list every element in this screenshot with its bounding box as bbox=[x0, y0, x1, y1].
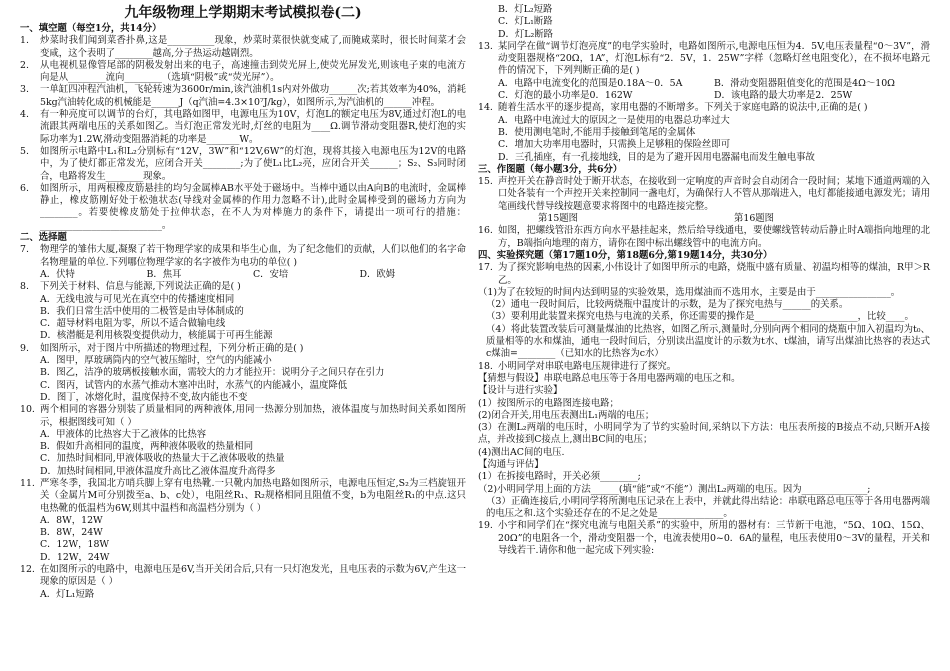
option: B．滑动变阻器阻值变化的范围是4Ω～10Ω bbox=[714, 77, 895, 89]
question-18-step-2: (2)闭合开关,用电压表测出L₁两端的电压； bbox=[478, 409, 655, 421]
option: A．电路中电流过大的原因之一是使用的电器总功率过大 bbox=[498, 114, 730, 126]
question-5: 5. 如图所示电路中L₁和L₂分别标有“12V，3W”和“12V,6W”的灯泡，现将其接入电源电压为12V的电路中，为了使灯都正常发光，应闭合开关________;为了使L₁比L₂亮，应闭合开关______；S₂、S₃同时闭合，电路将发生________现象。 bbox=[20, 145, 466, 182]
question-18-step-3: (3）在测L₂两端的电压时，小明同学为了节约实验时间,采纳以下方法：电压表所接的B接点不动,只断开A接点，并改接到C接点上,测出BC间的电压； bbox=[478, 422, 930, 446]
figure-caption-16: 第16题图 bbox=[734, 213, 775, 225]
section-drawing-heading: 三、作图题（每小题3分，共6分） bbox=[478, 163, 623, 175]
question-3: 3. 一单缸四冲程汽油机，飞轮转速为3600r/min,该汽油机1s内对外做功______次;若其效率为40%，消耗5kg汽油转化成的机械能是______J（q汽油=4.3×10⁷J/kg），如图所示,为汽油机的______冲程。 bbox=[20, 84, 466, 108]
question-12: 12. 在如图所示的电路中，电源电压是6V,当开关闭合后,只有一只灯泡发光，且电压表的示数为6V,产生这一现象的原因是（ ） bbox=[20, 564, 466, 588]
section-choice-heading: 二、选择题 bbox=[20, 232, 67, 244]
question-11: 11. 严寒冬季，我国北方哨兵脚上穿有电热靴.一只靴内加热电路如图所示，电源电压恒定,S₂为三档旋钮开关（金属片M可分别拨至a、b、c处），电阻丝R₁、R₂规格相同且阻值不变，b为电阻丝R₁的中点.这只电热靴的低温档为6W,则其中温档和高温档分别为（ ） bbox=[20, 477, 466, 514]
question-15: 15. 声控开关在静音时处于断开状态，在接收到一定响度的声音时会自动闭合一段时间；某地下通道两端的入口处各装有一个声控开关来控制同一盏电灯，为确保行人不管从那端进入，电灯都能接通电源发光；请用笔画线代替导线按题意要求将图中的电路连接完整。 bbox=[478, 176, 930, 212]
question-17-part-4: （4）将此装置改装后可测量煤油的比热容，如图乙所示,测量时,分别向两个相同的烧瓶中加入初温均为t₀、质量相等的水和煤油，通电一段时间后，分别读出温度计的示数为t水、t煤油，请写出煤油比热容的表达式c煤油=________（已知水的比热容为c水） bbox=[486, 323, 930, 360]
question-10: 10. 两个相同的容器分别装了质量相同的两种液体,用同一热源分别加热，液体温度与加热时间关系如图所示，根据图线可知（ ） bbox=[20, 404, 466, 428]
question-18-eval-1: (1）在拆接电路时，开关必须________; bbox=[478, 471, 641, 483]
option: C．灯L₁断路 bbox=[498, 16, 553, 28]
question-7-options bbox=[20, 269, 466, 281]
left-column bbox=[20, 4, 466, 601]
question-13-options-ab bbox=[478, 78, 930, 90]
option: C．加热时间相同,甲液体吸收的热量大于乙液体吸收的热量 bbox=[40, 453, 285, 465]
option: D．核潜艇是利用核裂变提供动力，核能属于可再生能源 bbox=[40, 330, 273, 342]
question-18-step-4: (4)测出AC间的电压. bbox=[478, 446, 565, 458]
option: B．我们日常生活中使用的二极管是由导体制成的 bbox=[40, 305, 244, 317]
question-18: 18. 小明同学对串联电路电压规律进行了探究。 bbox=[478, 360, 677, 372]
option: D．灯L₂断路 bbox=[498, 28, 554, 40]
section-fill-blank-heading: 一、填空题（每空1分，共14分） bbox=[20, 23, 162, 34]
question-17-part-3: （3）要利用此装置来探究电热与电流的关系，你还需要的操作是______________________，比较____。 bbox=[486, 311, 914, 323]
option: C．安培 bbox=[253, 268, 289, 280]
question-8: 8. 下列关于材料、信息与能源,下列说法正确的是( ) bbox=[20, 281, 241, 293]
option: C．图丙，试管内的水蒸气推动木塞冲出时，水蒸气的内能减小，温度降低 bbox=[40, 379, 348, 391]
question-9: 9. 如图所示，对于图片中所描述的物理过程，下列分析正确的是( ) bbox=[20, 342, 304, 354]
option: D．加热时间相同,甲液体温度升高比乙液体温度升高得多 bbox=[40, 465, 276, 477]
question-18-step-1: (1）按图所示的电路图连接电路； bbox=[478, 397, 619, 409]
option: B．图乙，洁净的玻璃板接触水面，需较大的力才能拉开：说明分子之间只存在引力 bbox=[40, 367, 385, 379]
option: A．图甲，厚玻璃筒内的空气被压缩时，空气的内能减小 bbox=[40, 355, 272, 367]
page-title: 九年级物理上学期期末考试模拟卷(二) bbox=[124, 5, 362, 21]
option: A．甲液体的比热容大于乙液体的比热容 bbox=[40, 428, 207, 440]
option: B．假如升高相同的温度，两种液体吸收的热量相同 bbox=[40, 441, 254, 453]
option: D．该电路的最大功率是2．25W bbox=[714, 90, 853, 102]
option: A．8W，12W bbox=[40, 514, 103, 526]
option: D．三孔插座，有一孔接地线，目的是为了避开因用电器漏电而发生触电事故 bbox=[498, 151, 815, 163]
question-14: 14. 随着生活水平的逐步提高，家用电器的不断增多。下列关于家庭电路的说法中,正确的是( ) bbox=[478, 102, 868, 114]
option: D．图丁，冰熔化时，温度保持不变,故内能也不变 bbox=[40, 391, 248, 403]
option: B．灯L₂短路 bbox=[498, 4, 553, 15]
option: A．电路中电流变化的范围是0.18A～0．5A bbox=[498, 77, 683, 89]
option: C．增加大功率用电器时，只需换上足够粗的保险丝即可 bbox=[498, 139, 731, 151]
option: D．12W，24W bbox=[40, 551, 110, 563]
question-18-eval-2: （2)小明同学用上面的方法______(填“能”或“不能”）测出L₂两端的电压。因为______________; bbox=[478, 483, 871, 495]
question-16: 16. 如图，把螺线管沿东西方向水平悬挂起来，然后给导线通电，要使螺线管转动后静止时A端指向地理的北方，B端指向地理的南方，请你在图中标出螺线管中的电流方向。 bbox=[478, 225, 930, 249]
section-experiment-heading: 四、实验探究题（第17题10分，第18题6分,第19题14分，共30分） bbox=[478, 249, 773, 261]
option: C．超导材料电阻为零，所以不适合做输电线 bbox=[40, 318, 226, 330]
right-column bbox=[478, 4, 930, 557]
option: B．焦耳 bbox=[146, 268, 182, 280]
question-7: 7. 物理学的雏伟大厦,凝聚了若干物理学家的成果和毕生心血，为了纪念他们的贡献，人们以他们的名字命名物理量的单位.下列哪位物理学家的名字被作为电功的单位( ) bbox=[20, 244, 466, 268]
question-4: 4. 有一种亮度可以调节的台灯，其电路如图甲，电源电压为10V，灯泡L的额定电压为8V,通过灯泡L的电流跟其两端电压的关系如图乙。当灯泡正常发光时,灯丝的电阻为____Ω.调节滑动变阻器R,使灯泡的实际功率为1.2W,滑动变阻器消耗的功率是_______W。 bbox=[20, 109, 466, 145]
question-13-options-cd bbox=[478, 90, 930, 102]
question-6: 6. 如图所示，用两根橡皮筋悬挂的均匀金属棒AB水平处于磁场中。当棒中通以由A向B的电流时，金属棒静止，橡皮筋刚好处于松弛状态(导线对金属棒的作用力忽略不计),此时金属棒受到的磁场力方向为________。若要使橡皮筋处于拉伸状态，在不人为对棒施力的条件下，请提出一项可行的措施：__________________________。 bbox=[20, 182, 466, 231]
figure-captions bbox=[478, 213, 930, 225]
option: C．灯泡的最小功率是0．162W bbox=[498, 90, 633, 102]
question-1: 1. 炒菜时我们闻到菜香扑鼻,这是__________现象，炒菜时菜很快就变咸了,而腌咸菜时，很长时间菜才会变咸，这个表明了________越高,分子热运动越剧烈。 bbox=[20, 35, 466, 59]
question-18-evaluation-heading: 【沟通与评估】 bbox=[478, 458, 544, 470]
option: A．灯L₁短路 bbox=[40, 588, 95, 600]
question-2: 2. 从电视机显像管尾部的阴极发射出来的电子，高速撞击到荧光屏上,使荧光屏发光,则该电子束的电流方向是从________流向________（选填“阴极”或“荧光屏”）。 bbox=[20, 59, 466, 84]
question-18-hypothesis: 【猜想与假设】串联电路总电压等于各用电器两端的电压之和。 bbox=[478, 372, 741, 384]
option: B．使用测电笔时,不能用手接触到笔尾的金属体 bbox=[498, 126, 696, 138]
figure-caption-15: 第15题图 bbox=[538, 213, 579, 225]
option: D．欧姆 bbox=[359, 268, 396, 280]
question-13: 13. 某同学在做“调节灯泡亮度”的电学实验时，电路如图所示,电源电压恒为4．5V,电压表量程“0～3V”，滑动变阻器规格“20Ω，1A”，灯泡L标有“2．5V，1．25W”字样（忽略灯丝电阻变化），在不损坏电路元件的情况下，下列判断正确的是( ) bbox=[478, 40, 930, 77]
question-18-design-heading: 【设计与进行实验】 bbox=[478, 385, 563, 397]
question-17-part-2: （2）通电一段时间后，比较两烧瓶中温度计的示数，是为了探究电热与______的关系。 bbox=[486, 299, 849, 311]
question-19: 19. 小宇和同学们在“探究电流与电阻关系”的实验中，所用的器材有：三节新干电池，“5Ω、10Ω、15Ω、20Ω”的电阻各一个，滑动变阻器一个，电流表使用0~0．6A的量程，电压表使用0～3V的量程，开关和导线若干.请你和他一起完成下列实验: bbox=[478, 520, 930, 557]
question-17-part-1: （1)为了在较短的时间内达到明显的实验效果，选用煤油而不选用水，主要是由于________________。 bbox=[478, 286, 901, 298]
option: A．伏特 bbox=[40, 268, 75, 280]
option: A．无线电波与可见光在真空中的传播速度相同 bbox=[40, 293, 235, 305]
option: C．12W，18W bbox=[40, 539, 110, 551]
question-18-eval-3: （3）正确连接后,小明同学将所测电压记录在上表中，并就此得出结论：串联电路总电压等于各用电器两端的电压之和.这个实验还存在的不足之处是______________。 bbox=[486, 495, 930, 520]
option: B．8W，24W bbox=[40, 527, 103, 539]
question-17: 17. 为了探究影响电热的因素,小伟设计了如图甲所示的电路，烧瓶中盛有质量、初温均相等的煤油，R甲＞R乙。 bbox=[478, 262, 930, 286]
